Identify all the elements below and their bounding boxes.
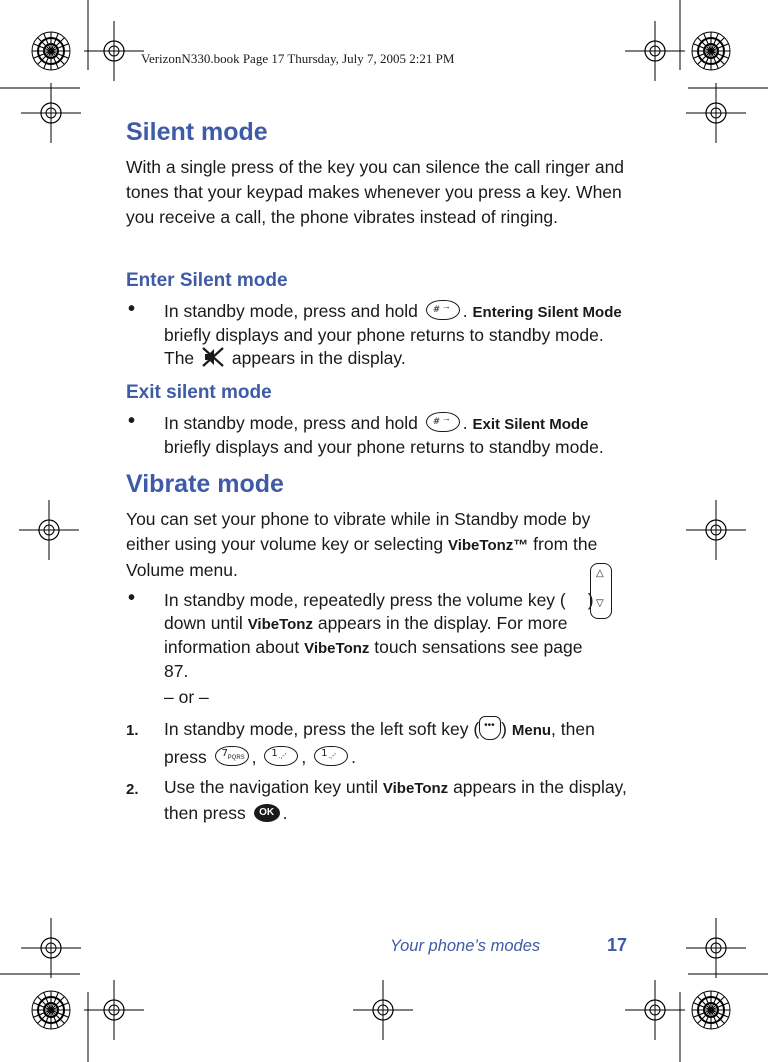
crosshair-mark (686, 83, 746, 143)
crosshair-mark (21, 83, 81, 143)
left-soft-key-icon: ••• (479, 716, 501, 740)
starburst-mark-bottom-left (32, 991, 70, 1029)
vibrate-mode-heading: Vibrate mode (126, 470, 284, 498)
crosshair-mark (353, 980, 413, 1040)
menu-term: Menu (511, 722, 552, 739)
vibetonz-term: VibeTonz (304, 640, 370, 657)
crosshair-mark (686, 500, 746, 560)
enter-silent-suffix: appears in the display. (231, 348, 406, 368)
step-number: 2. (126, 781, 139, 798)
ok-key-icon: OK (254, 804, 280, 822)
page-number: 17 (607, 935, 628, 955)
exit-silent-prefix: In standby mode, press and hold (164, 413, 418, 433)
crosshair-mark (19, 500, 79, 560)
step-number: 1. (126, 722, 139, 739)
enter-silent-prefix: In standby mode, press and hold (164, 301, 418, 321)
vibrate-mode-intro: You can set your phone to vibrate while in Standby mode by either using your volume key or selecting VibeTonz™ from the Volume menu. (126, 509, 598, 580)
print-header: VerizonN330.book Page 17 Thursday, July 7, 2005 2:21 PM (141, 51, 455, 66)
silent-mode-heading: Silent mode (126, 118, 268, 146)
hash-key-icon: # → (426, 412, 460, 432)
exit-silent-heading: Exit silent mode (126, 382, 272, 403)
one-key-icon: 1 .,-' (314, 746, 348, 766)
starburst-mark-top-left (32, 32, 70, 70)
enter-silent-heading: Enter Silent mode (126, 270, 288, 291)
crosshair-mark (84, 21, 144, 81)
crosshair-mark (686, 918, 746, 978)
vibetonz-term: VibeTonz (382, 780, 449, 797)
exit-silent-item: • In standby mode, press and hold # → . Exit Silent Mode briefly displays and your phone returns to standby mode. (128, 410, 604, 457)
crosshair-mark (625, 21, 685, 81)
volume-up-arrow-icon: △ (596, 568, 604, 579)
vibetonz-term: VibeTonz (247, 616, 313, 633)
crosshair-mark (84, 980, 144, 1040)
step-2: 2. Use the navigation key until VibeTonz appears in the display, then press OK . (126, 777, 627, 823)
silent-speaker-icon (201, 345, 225, 369)
volume-down-arrow-icon: ▽ (596, 598, 604, 609)
silent-mode-intro: With a single press of the key you can silence the call ringer and tones that your keypad makes whenever you press a key. When you receive a call, the phone vibrates instead of ringing. (126, 157, 625, 227)
one-key-icon: 1 .,-' (264, 746, 298, 766)
bullet-marker: • (128, 298, 136, 320)
step-1: 1. In standby mode, press the left soft key ( ••• ) Menu, then press 7 PQRS , 1 .,-' , 1 .,-' . (126, 716, 636, 770)
enter-silent-item: • In standby mode, press and hold # → . Entering Silent Mode briefly displays and your phone returns to standby mode. The appears in the display. (128, 298, 622, 368)
hash-key-icon: # → (426, 300, 460, 320)
vibrate-bullet-item: • In standby mode, repeatedly press the volume key ( ) down until VibeTonz appears in the display. For more information about VibeTonz touch sensations see page 87. (128, 587, 594, 681)
or-separator: – or – (164, 687, 209, 707)
crosshair-mark (625, 980, 685, 1040)
bullet-marker: • (128, 410, 136, 432)
exit-silent-suffix: briefly displays and your phone returns to standby mode. (164, 437, 604, 457)
exit-silent-mode-term: Exit Silent Mode (472, 416, 589, 433)
bullet-marker: • (128, 587, 136, 609)
vibetonz-term: VibeTonz™ (447, 537, 529, 554)
starburst-mark-top-right (692, 32, 730, 70)
enter-silent-middle: briefly displays and your phone returns to standby mode. The (164, 325, 604, 368)
entering-silent-mode-term: Entering Silent Mode (472, 304, 622, 321)
footer-section-title: Your phone’s modes (390, 937, 541, 955)
seven-key-icon: 7 PQRS (215, 746, 249, 766)
crosshair-mark (21, 918, 81, 978)
starburst-mark-bottom-right (692, 991, 730, 1029)
